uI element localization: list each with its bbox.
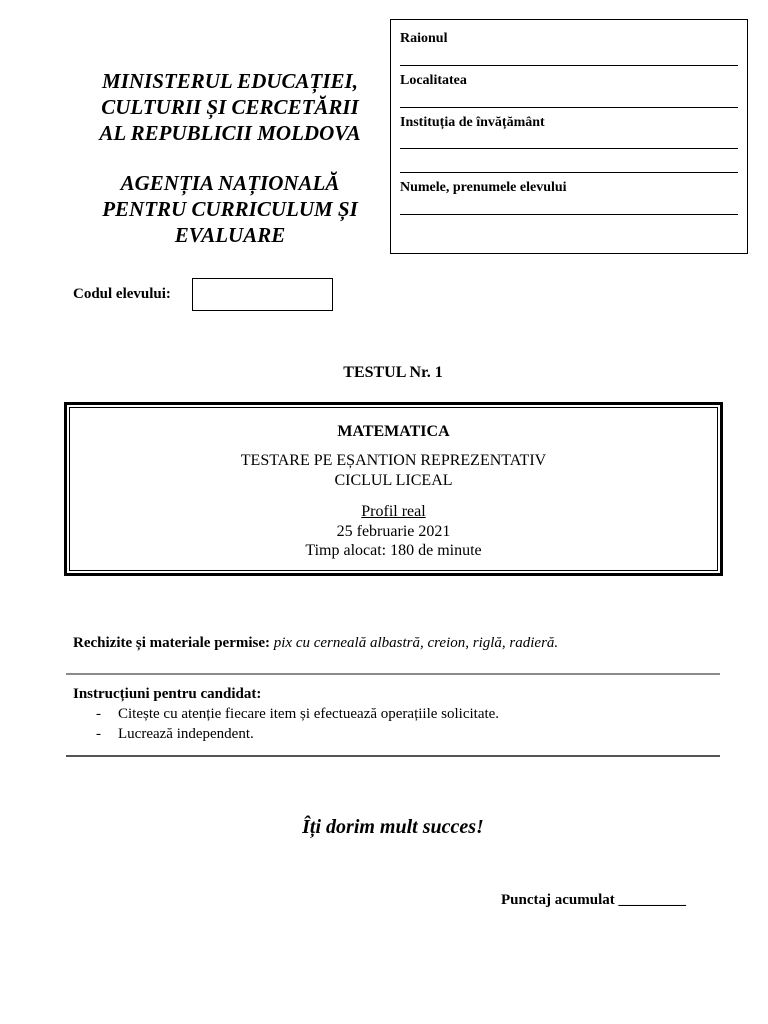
student-name-line[interactable] <box>400 214 738 215</box>
ministry-line-1: MINISTERUL EDUCAȚIEI, <box>102 69 358 93</box>
instructions-title: Instrucțiuni pentru candidat: <box>73 686 262 702</box>
testing-line-1: TESTARE PE EȘANTION REPREZENTATIV <box>240 452 547 469</box>
agency-line-2: PENTRU CURRICULUM ȘI <box>102 197 358 221</box>
exam-date: 25 februarie 2021 <box>336 523 451 540</box>
locality-line[interactable] <box>400 107 738 108</box>
ministry-heading <box>60 68 400 146</box>
instruction-item <box>96 706 499 723</box>
district-line[interactable] <box>400 65 738 66</box>
student-code-input[interactable] <box>192 278 333 311</box>
testing-line-2: CICLUL LICEAL <box>334 472 453 489</box>
agency-line-3: EVALUARE <box>174 223 286 247</box>
accumulated-score <box>501 892 686 909</box>
instruction-text: Citește cu atenție fiecare item și efectuează operațiile solicitate. <box>118 706 500 722</box>
institution-label: Instituția de învățământ <box>400 115 545 130</box>
score-label: Punctaj acumulat <box>501 892 615 908</box>
institution-line-2[interactable] <box>400 172 738 173</box>
agency-line-1: AGENȚIA NAȚIONALĂ <box>120 171 340 195</box>
score-blank[interactable]: _________ <box>618 892 686 908</box>
good-luck-message: Îți dorim mult succes! <box>302 816 484 838</box>
agency-heading <box>60 170 400 248</box>
student-code-label: Codul elevului: <box>73 286 171 302</box>
materials-label: Rechizite și materiale permise: <box>73 635 270 651</box>
bullet-dash: - <box>96 726 101 742</box>
subject-name: MATEMATICA <box>337 423 450 440</box>
ministry-line-2: CULTURII ȘI CERCETĂRII <box>101 95 359 119</box>
test-number: TESTUL Nr. 1 <box>343 364 443 381</box>
student-info-box <box>390 19 748 254</box>
ministry-line-3: AL REPUBLICII MOLDOVA <box>99 121 361 145</box>
district-label: Raionul <box>400 31 448 46</box>
subject-box-inner <box>69 407 718 571</box>
bullet-dash: - <box>96 706 101 722</box>
student-name-label: Numele, prenumele elevului <box>400 180 567 195</box>
instruction-text: Lucrează independent. <box>118 726 254 742</box>
locality-label: Localitatea <box>400 73 467 88</box>
materials-value: pix cu cerneală albastră, creion, riglă, radieră. <box>273 635 559 651</box>
time-allowed: Timp alocat: 180 de minute <box>305 542 482 559</box>
instruction-item <box>96 726 254 743</box>
divider-top <box>66 673 720 675</box>
divider-bottom <box>66 755 720 757</box>
permitted-materials <box>73 635 558 652</box>
profile: Profil real <box>361 503 426 520</box>
subject-box <box>64 402 723 576</box>
institution-line-1[interactable] <box>400 148 738 149</box>
